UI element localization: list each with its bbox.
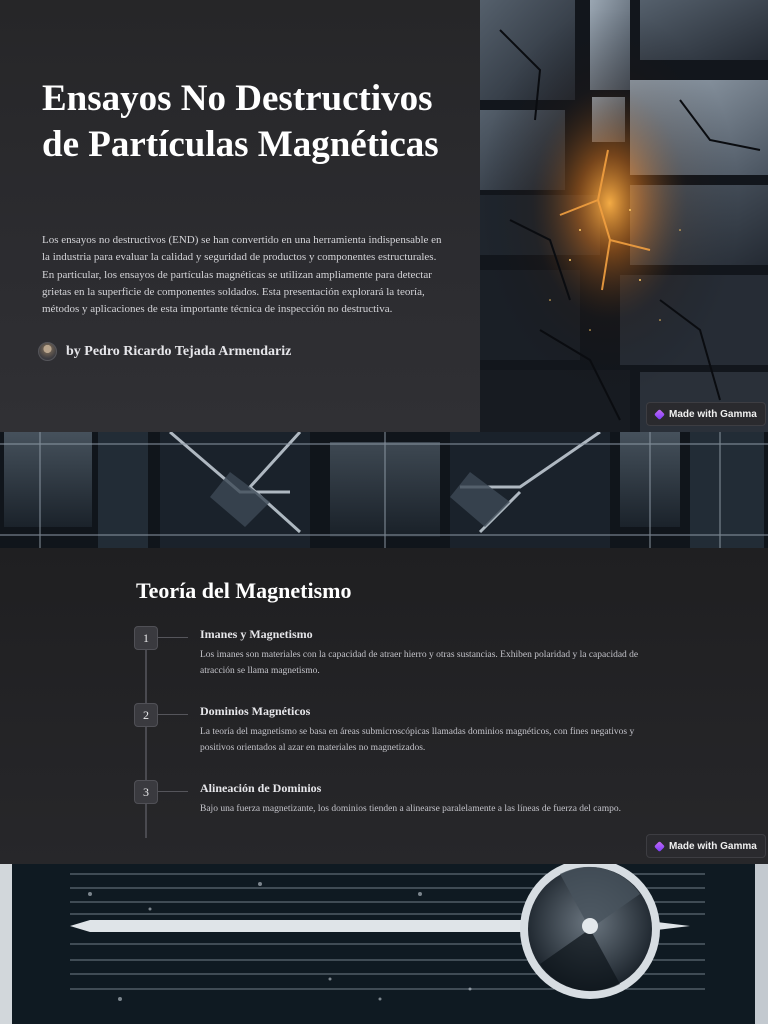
intro-paragraph: Los ensayos no destructivos (END) se han convertido en una herramienta indispensable en la industria para evaluar la calidad y seguridad de productos y componentes estructurales. En particular, los ensayos de partículas magnéticas se utilizan ampliamente para detectar grietas en la superficie de componentes soldados. Esta presentación explorará la teoría, métodos y aplicaciones de esta importante técnica de inspección no destructiva. xyxy=(42,234,442,316)
metal-banner-image xyxy=(0,432,768,548)
step-description: La teoría del magnetismo se basa en áreas submicroscópicas llamadas dominios magnéticos, con fines negativos y positivos orientados al azar en materiales no magnetizados. xyxy=(200,727,635,753)
badge-label: Made with Gamma xyxy=(669,840,757,852)
step-description: Los imanes son materiales con la capacidad de atraer hierro y otras sustancias. Exhiben polaridad y la capacidad de atracción se llama magnetismo. xyxy=(200,650,639,676)
metal-structure-illustration xyxy=(0,432,768,548)
gamma-logo-icon xyxy=(654,409,665,420)
made-with-gamma-badge[interactable] xyxy=(646,402,766,426)
step-number: 1 xyxy=(134,626,158,650)
author-name: by Pedro Ricardo Tejada Armendariz xyxy=(66,343,292,359)
title-slide-content xyxy=(0,0,480,432)
magnetic-gauge-image xyxy=(0,864,768,1024)
step-connector xyxy=(158,637,188,638)
step-number: 2 xyxy=(134,703,158,727)
step-connector xyxy=(158,791,188,792)
step-title: Alineación de Dominios xyxy=(200,781,322,795)
step-description: Bajo una fuerza magnetizante, los dominios tienden a alinearse paralelamente a las líneas de fuerza del campo. xyxy=(200,804,621,814)
presentation-title: Ensayos No Destructivos de Partículas Magnéticas xyxy=(42,78,439,165)
step-title: Dominios Magnéticos xyxy=(200,704,311,718)
step-number: 3 xyxy=(134,780,158,804)
made-with-gamma-badge[interactable] xyxy=(646,834,766,858)
cracked-metal-illustration xyxy=(480,0,768,432)
magnetic-gauge-illustration xyxy=(0,864,768,1024)
author-avatar xyxy=(38,342,57,361)
step-title: Imanes y Magnetismo xyxy=(200,627,313,641)
theory-slide xyxy=(0,548,768,864)
badge-label: Made with Gamma xyxy=(669,408,757,420)
theory-title: Teoría del Magnetismo xyxy=(136,578,352,603)
cracked-metal-image xyxy=(480,0,768,432)
gamma-logo-icon xyxy=(654,841,665,852)
title-slide xyxy=(0,0,768,432)
step-connector xyxy=(158,714,188,715)
author-line xyxy=(38,342,291,361)
timeline-line xyxy=(145,626,147,838)
